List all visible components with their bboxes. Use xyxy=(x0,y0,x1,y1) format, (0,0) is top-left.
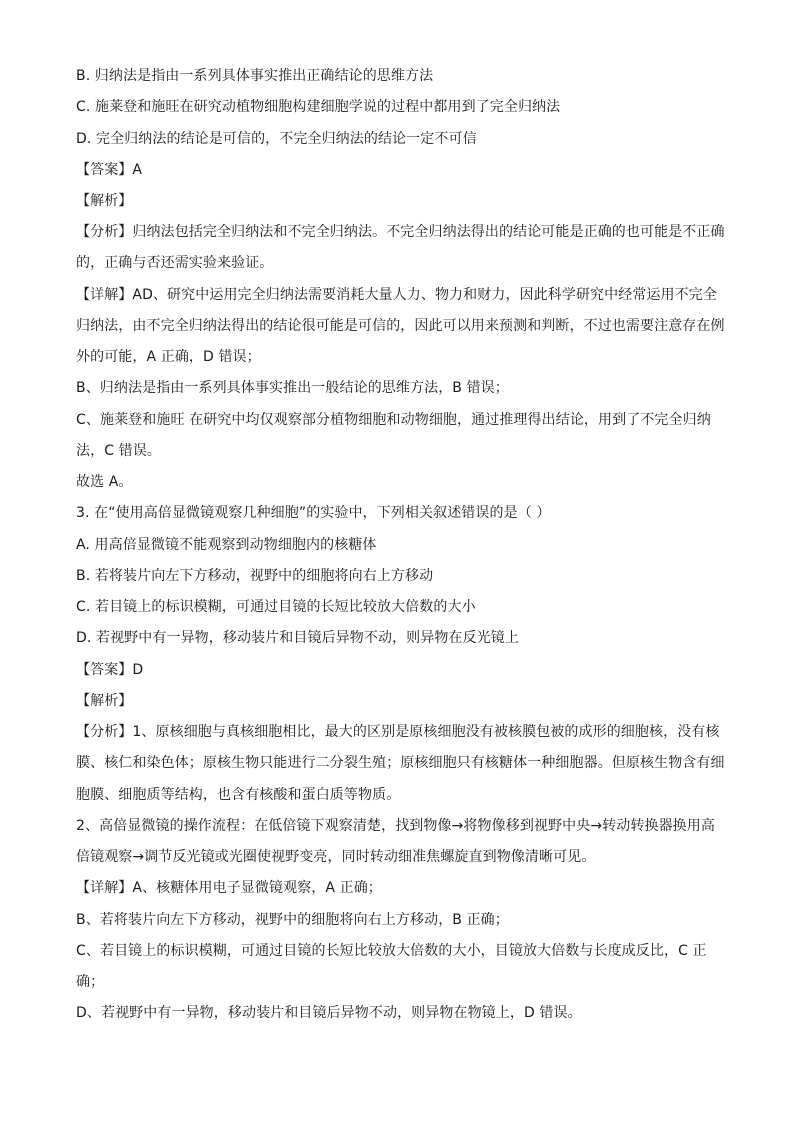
q3-detail-c-cont: 确； xyxy=(76,974,105,990)
q3-option-c: C. 若目镜上的标识模糊，可通过目镜的长短比较放大倍数的大小 xyxy=(76,599,476,615)
answer-label: 【答案】A xyxy=(76,162,143,178)
q3-detail-d: D、若视野中有一异物，移动装片和目镜后异物不动，则异物在物镜上，D 错误。 xyxy=(76,1005,582,1021)
detail-paragraph-end: 外的可能，A 正确，D 错误； xyxy=(76,349,261,365)
analysis-paragraph: 【分析】归纳法包括完全归纳法和不完全归纳法。不完全归纳法得出的结论可能是正确的也可能是不正确 xyxy=(76,224,725,240)
option-b-text: B. 归纳法是指由一系列具体事实推出正确结论的思维方法 xyxy=(76,68,434,84)
q3-option-b: B. 若将装片向左下方移动，视野中的细胞将向右上方移动 xyxy=(76,568,434,584)
q3-analysis-paragraph-end: 胞膜、细胞质等结构，也含有核酸和蛋白质等物质。 xyxy=(76,787,401,803)
analysis-paragraph-cont: 的，正确与否还需实验来验证。 xyxy=(76,255,274,271)
q3-option-a: A. 用高倍显微镜不能观察到动物细胞内的核糖体 xyxy=(76,537,377,553)
q3-answer-label: 【答案】D xyxy=(76,662,144,678)
q3-explanation-label: 【解析】 xyxy=(76,693,133,709)
q3-detail-b: B、若将装片向左下方移动，视野中的细胞将向右上方移动，B 正确； xyxy=(76,912,509,928)
option-c-text: C. 施莱登和施旺在研究动植物细胞构建细胞学说的过程中都用到了完全归纳法 xyxy=(76,99,561,115)
choice-conclusion: 故选 A。 xyxy=(76,474,133,490)
q3-analysis-paragraph-cont: 膜、核仁和染色体；原核生物只能进行二分裂生殖；原核细胞只有核糖体一种细胞器。但原核生物含有细 xyxy=(76,755,725,771)
q3-option-d: D. 若视野中有一异物，移动装片和目镜后异物不动，则异物在反光镜上 xyxy=(76,630,519,646)
q3-analysis-paragraph: 【分析】1、原核细胞与真核细胞相比，最大的区别是原核细胞没有被核膜包被的成形的细胞核，没有核 xyxy=(76,724,720,740)
detail-c-text-cont: 法，C 错误。 xyxy=(76,443,161,459)
q3-detail-c: C、若目镜上的标识模糊，可通过目镜的长短比较放大倍数的大小，目镜放大倍数与长度成反比，C 正 xyxy=(76,943,707,959)
q3-detail-a: 【详解】A、核糖体用电子显微镜观察，A 正确； xyxy=(76,880,382,896)
q3-operation-flow-cont: 倍镜观察→调节反光镜或光圈使视野变亮，同时转动细准焦螺旋直到物像清晰可见。 xyxy=(76,849,596,865)
explanation-label: 【解析】 xyxy=(76,193,133,209)
option-d-text: D. 完全归纳法的结论是可信的，不完全归纳法的结论一定不可信 xyxy=(76,131,477,147)
q3-operation-flow: 2、高倍显微镜的操作流程：在低倍镜下观察清楚，找到物像→将物像移到视野中央→转动转换器换用高 xyxy=(76,818,715,834)
detail-paragraph: 【详解】AD、研究中运用完全归纳法需要消耗大量人力、物力和财力，因此科学研究中经常运用不完全 xyxy=(76,287,717,303)
question-3-stem: 3. 在“使用高倍显微镜观察几种细胞”的实验中，下列相关叙述错误的是（ ） xyxy=(76,505,551,521)
detail-c-text: C、施莱登和施旺 在研究中均仅观察部分植物细胞和动物细胞，通过推理得出结论，用到了不完全归纳 xyxy=(76,412,711,428)
detail-b-text: B、归纳法是指由一系列具体事实推出一般结论的思维方法，B 错误； xyxy=(76,380,509,396)
detail-paragraph-cont: 归纳法，由不完全归纳法得出的结论很可能是可信的，因此可以用来预测和判断，不过也需要注意存在例 xyxy=(76,318,725,334)
